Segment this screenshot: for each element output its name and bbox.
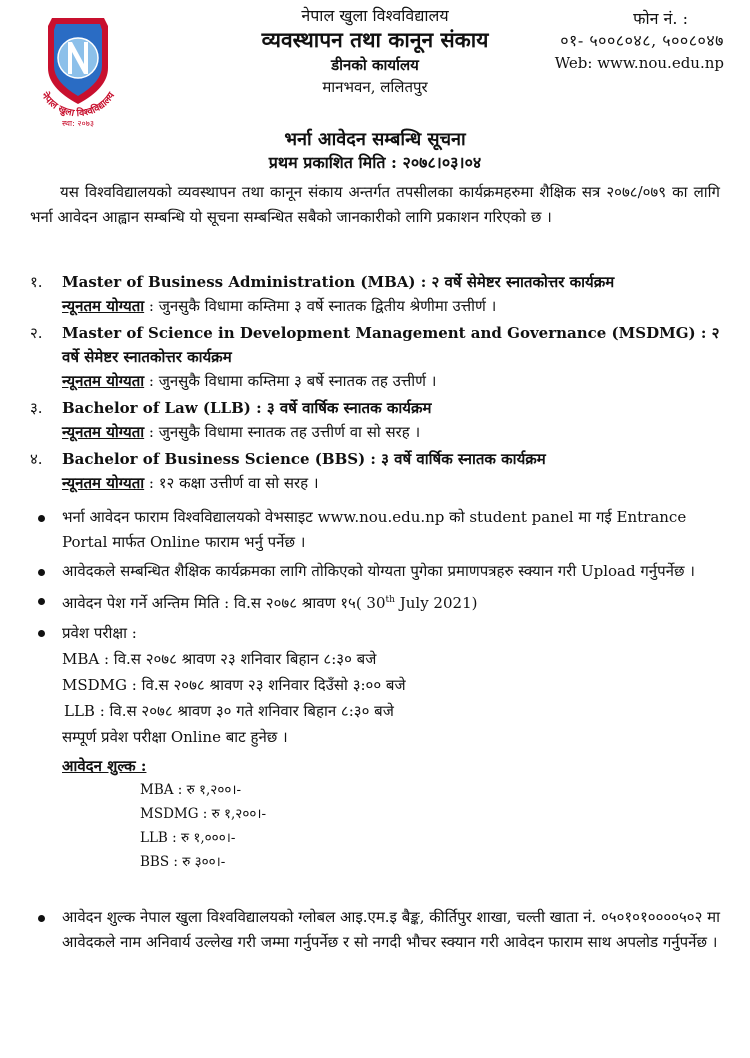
fee-list xyxy=(62,778,720,874)
exam-title: प्रवेश परीक्षा : xyxy=(62,624,137,642)
fee-bbs: BBS : रु ३००।- xyxy=(140,854,226,870)
program-number: २. xyxy=(30,324,43,342)
eligibility-label: न्यूनतम योग्यता xyxy=(62,297,145,315)
fee-llb: LLB : रु १,०००।- xyxy=(140,830,236,846)
header-center xyxy=(190,6,560,98)
instruction-upload: आवेदकले सम्बन्धित शैक्षिक कार्यक्रमका लागि तोकिएको योग्यता पुगेका प्रमाणपत्रहरु स्क्यान गरी Upload गर्नुपर्नेछ । xyxy=(62,562,695,580)
faculty-name: व्यवस्थापन तथा कानून संकाय xyxy=(261,27,489,52)
program-number: ३. xyxy=(30,399,43,417)
fee-title: आवेदन शुल्क : xyxy=(62,757,147,775)
header-contact xyxy=(524,8,724,74)
eligibility-text: : १२ कक्षा उत्तीर्ण वा सो सरह । xyxy=(144,474,319,492)
deadline-text: आवेदन पेश गर्ने अन्तिम मिति : वि.स २०७८ श्रावण १५( 30 xyxy=(62,594,386,612)
exam-online: सम्पूर्ण प्रवेश परीक्षा Online बाट हुनेछ । xyxy=(62,728,288,746)
program-eligibility xyxy=(30,420,720,445)
program-name: Master of Business Administration (MBA) : २ वर्षे सेमेष्टर स्नातकोत्तर कार्यक्रम xyxy=(62,273,615,291)
office-name: डीनको कार्यालय xyxy=(331,56,419,74)
fee-msdmg: MSDMG : रु १,२००।- xyxy=(140,806,267,822)
logo-established-text: स्था: २०७३ xyxy=(61,119,95,128)
program-item-bbs xyxy=(30,447,720,496)
eligibility-label: न्यूनतम योग्यता xyxy=(62,474,145,492)
instruction-payment: आवेदन शुल्क नेपाल खुला विश्वविद्यालयको ग्लोबल आइ.एम.इ बैङ्क, कीर्तिपुर शाखा, चल्ती खाता नं. ०५०१०१००००५०२ मा आवेदकले नाम अनिवार्य उल्लेख गरी जम्मा गर्नुपर्नेछ र सो नगदी भौचर स्क्यान गरी आवेदन फाराम साथ अपलोड गर्नुपर्नेछ । xyxy=(62,908,720,951)
exam-llb: LLB : वि.स २०७८ श्रावण ३० गते शनिवार बिहान ८:३० बजे xyxy=(64,702,394,720)
bullet-icon xyxy=(30,905,62,955)
intro-paragraph: यस विश्वविद्यालयको व्यवस्थापन तथा कानून संकाय अन्तर्गत तपसीलका कार्यक्रमहरुमा शैक्षिक सत्र २०७८/०७९ का लागि भर्ना आवेदन आह्वान सम्बन्धि यो सूचना सम्बन्धित सबैको जानकारीको लागि प्रकाशन गरिएको छ । xyxy=(30,183,720,226)
program-item-mba xyxy=(30,270,720,319)
program-item-msdmg xyxy=(30,321,720,394)
deadline-sup: th xyxy=(385,595,395,605)
logo-emblem-icon xyxy=(22,12,134,130)
university-logo xyxy=(22,12,134,130)
notice-title-block xyxy=(0,128,750,174)
phone-numbers: ०१- ५००८०४८, ५००८०४७ xyxy=(560,31,724,50)
list-item xyxy=(30,588,720,616)
website-text: Web: www.nou.edu.np xyxy=(554,54,724,72)
program-eligibility xyxy=(30,294,720,319)
fee-mba: MBA : रु १,२००।- xyxy=(140,782,242,798)
program-eligibility xyxy=(30,369,720,394)
instruction-portal: भर्ना आवेदन फाराम विश्वविद्यालयको वेभसाइट www.nou.edu.np को student panel मा गई Entrance Portal मार्फत Online फाराम भर्नु पर्नेछ । xyxy=(62,508,687,551)
eligibility-text: : जुनसुकै विधामा कम्तिमा ३ बर्षे स्नातक तह उत्तीर्ण । xyxy=(144,372,437,390)
eligibility-text: : जुनसुकै विधामा स्नातक तह उत्तीर्ण वा सो सरह । xyxy=(144,423,421,441)
deadline-year: July 2021) xyxy=(394,594,478,612)
notice-title: भर्ना आवेदन सम्बन्धि सूचना xyxy=(284,129,466,150)
payment-instruction xyxy=(30,905,720,959)
list-item xyxy=(30,905,720,955)
published-date: प्रथम प्रकाशित मिति : २०७८।०३।०४ xyxy=(268,153,482,172)
bullet-icon xyxy=(30,559,62,584)
instruction-deadline xyxy=(62,588,720,616)
program-list xyxy=(30,270,720,498)
exam-mba: MBA : वि.स २०७८ श्रावण २३ शनिवार बिहान ८:३० बजे xyxy=(62,650,377,668)
program-name: Bachelor of Business Science (BBS) : ३ वर्षे वार्षिक स्नातक कार्यक्रम xyxy=(62,450,546,468)
list-item xyxy=(30,559,720,584)
university-name: नेपाल खुला विश्वविद्यालय xyxy=(301,6,449,25)
eligibility-text: : जुनसुकै विधामा कम्तिमा ३ वर्षे स्नातक द्वितीय श्रेणीमा उत्तीर्ण । xyxy=(144,297,497,315)
logo-arc-text: नेपाल खुला विश्वविद्यालय xyxy=(38,90,118,120)
phone-label: फोन नं. : xyxy=(633,9,688,28)
program-item-llb xyxy=(30,396,720,445)
entrance-exam-block xyxy=(62,620,720,874)
program-number: १. xyxy=(30,273,43,291)
eligibility-label: न्यूनतम योग्यता xyxy=(62,372,145,390)
bullet-icon xyxy=(30,620,62,874)
list-item xyxy=(30,505,720,555)
bullet-icon xyxy=(30,588,62,616)
list-item xyxy=(30,620,720,874)
exam-msdmg: MSDMG : वि.स २०७८ श्रावण २३ शनिवार दिउँसो ३:०० बजे xyxy=(62,676,406,694)
instruction-list xyxy=(30,505,720,878)
program-name: Bachelor of Law (LLB) : ३ वर्षे वार्षिक स्नातक कार्यक्रम xyxy=(62,399,432,417)
eligibility-label: न्यूनतम योग्यता xyxy=(62,423,145,441)
office-location: मानभवन, ललितपुर xyxy=(322,78,428,96)
bullet-icon xyxy=(30,505,62,555)
program-number: ४. xyxy=(30,450,43,468)
program-eligibility xyxy=(30,471,720,496)
program-name: Master of Science in Development Management and Governance (MSDMG) : २ वर्षे सेमेष्टर स्नातकोत्तर कार्यक्रम xyxy=(62,324,720,366)
